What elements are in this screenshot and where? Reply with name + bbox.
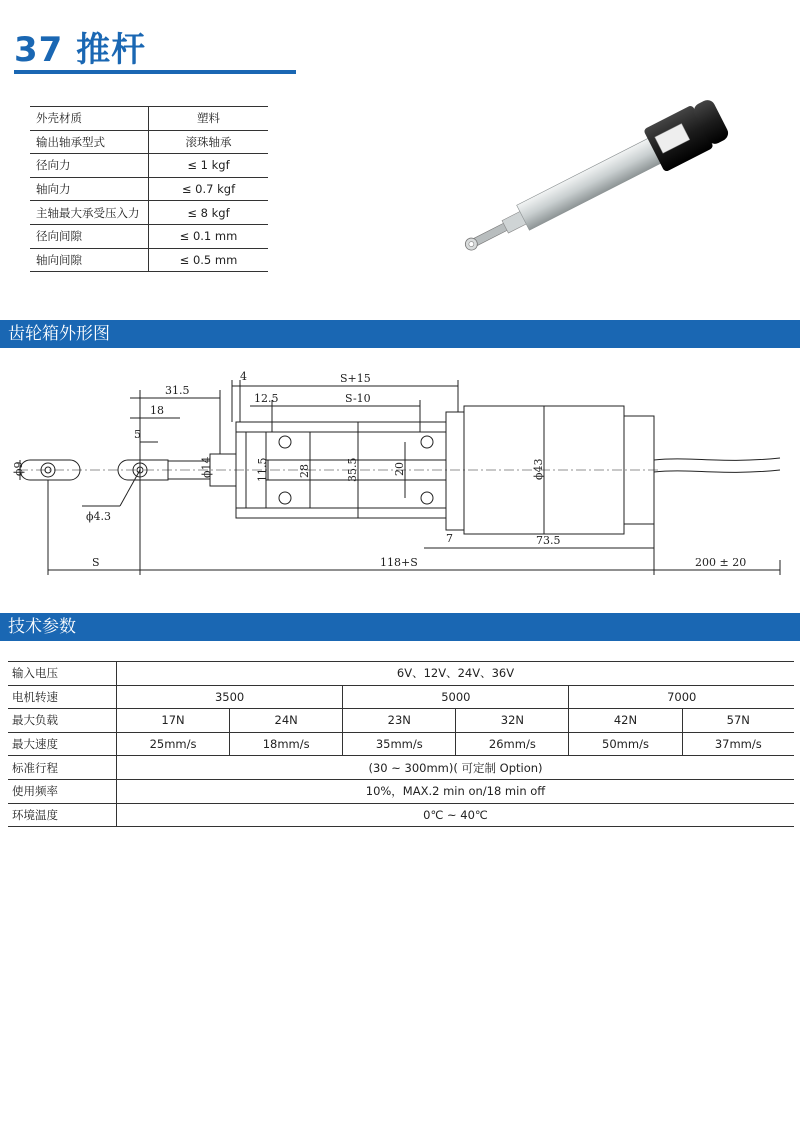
table-row <box>8 803 794 827</box>
param-value: 7000 <box>569 685 794 709</box>
spec-label: 径向间隙 <box>30 224 149 248</box>
table-row <box>30 107 268 131</box>
spec-value: ≤ 0.7 kgf <box>149 177 269 201</box>
dim-12-5: 12.5 <box>254 392 279 405</box>
dim-200: 200 ± 20 <box>695 556 747 569</box>
dim-11-5: 11.5 <box>256 457 269 482</box>
table-row <box>8 709 794 733</box>
param-label: 电机转速 <box>8 685 117 709</box>
param-value: 42N <box>569 709 682 733</box>
dim-73-5: 73.5 <box>536 534 561 547</box>
table-row <box>30 201 268 225</box>
dim-118-plus-s: 118+S <box>380 556 418 569</box>
spec-label: 轴向间隙 <box>30 248 149 272</box>
table-row <box>30 130 268 154</box>
param-value: 24N <box>230 709 343 733</box>
dim-4: 4 <box>240 370 247 383</box>
table-row <box>30 248 268 272</box>
param-value: 32N <box>456 709 569 733</box>
spec-value: ≤ 1 kgf <box>149 154 269 178</box>
spec-label: 输出轴承型式 <box>30 130 149 154</box>
table-row <box>8 779 794 803</box>
spec-label: 外壳材质 <box>30 107 149 131</box>
title-underline <box>14 70 296 74</box>
dim-phi9: ϕ9 <box>12 461 25 476</box>
section-header-drawing: 齿轮箱外形图 <box>0 320 800 348</box>
param-label: 最大速度 <box>8 732 117 756</box>
spec-value: 滚珠轴承 <box>149 130 269 154</box>
dim-s: S <box>92 556 100 569</box>
dim-18: 18 <box>150 404 164 417</box>
dim-20: 20 <box>393 462 406 476</box>
spec-value: 塑料 <box>149 107 269 131</box>
param-value: (30 ~ 300mm)( 可定制 Option) <box>117 756 795 780</box>
dim-s-plus-15: S+15 <box>340 372 371 385</box>
table-row <box>30 177 268 201</box>
dim-28: 28 <box>298 464 311 478</box>
param-value: 23N <box>343 709 456 733</box>
dim-5: 5 <box>134 428 141 441</box>
section-header-params: 技术参数 <box>0 613 800 641</box>
table-row <box>30 154 268 178</box>
spec-value: ≤ 0.5 mm <box>149 248 269 272</box>
table-row <box>8 662 794 686</box>
page-title: 37 推杆 <box>14 30 147 70</box>
spec-label: 轴向力 <box>30 177 149 201</box>
param-value: 35mm/s <box>343 732 456 756</box>
spec-value: ≤ 8 kgf <box>149 201 269 225</box>
param-value: 18mm/s <box>230 732 343 756</box>
param-value: 17N <box>117 709 230 733</box>
table-row <box>8 732 794 756</box>
tech-table <box>8 661 794 827</box>
table-row <box>8 685 794 709</box>
dim-phi43: ϕ43 <box>532 458 545 480</box>
dim-phi4-3: ϕ4.3 <box>86 510 111 523</box>
dim-35-5: 35.5 <box>346 457 359 482</box>
param-label: 输入电压 <box>8 662 117 686</box>
spec-label: 主轴最大承受压入力 <box>30 201 149 225</box>
spec-value: ≤ 0.1 mm <box>149 224 269 248</box>
param-value: 26mm/s <box>456 732 569 756</box>
table-row <box>8 756 794 780</box>
param-label: 环境温度 <box>8 803 117 827</box>
param-value: 6V、12V、24V、36V <box>117 662 795 686</box>
param-value: 25mm/s <box>117 732 230 756</box>
param-value: 57N <box>682 709 794 733</box>
table-row <box>30 224 268 248</box>
param-label: 标准行程 <box>8 756 117 780</box>
dim-31-5: 31.5 <box>165 384 190 397</box>
param-label: 最大负载 <box>8 709 117 733</box>
param-value: 10%，MAX.2 min on/18 min off <box>117 779 795 803</box>
dim-7: 7 <box>446 532 453 545</box>
param-value: 37mm/s <box>682 732 794 756</box>
param-value: 0℃ ~ 40℃ <box>117 803 795 827</box>
param-value: 3500 <box>117 685 343 709</box>
spec-label: 径向力 <box>30 154 149 178</box>
param-value: 50mm/s <box>569 732 682 756</box>
dim-s-minus-10: S-10 <box>345 392 371 405</box>
param-label: 使用频率 <box>8 779 117 803</box>
dimension-drawing <box>0 360 800 590</box>
actuator-photo <box>440 96 770 256</box>
dim-phi14: ϕ14 <box>200 456 213 478</box>
param-value: 5000 <box>343 685 569 709</box>
spec-table <box>30 106 268 272</box>
